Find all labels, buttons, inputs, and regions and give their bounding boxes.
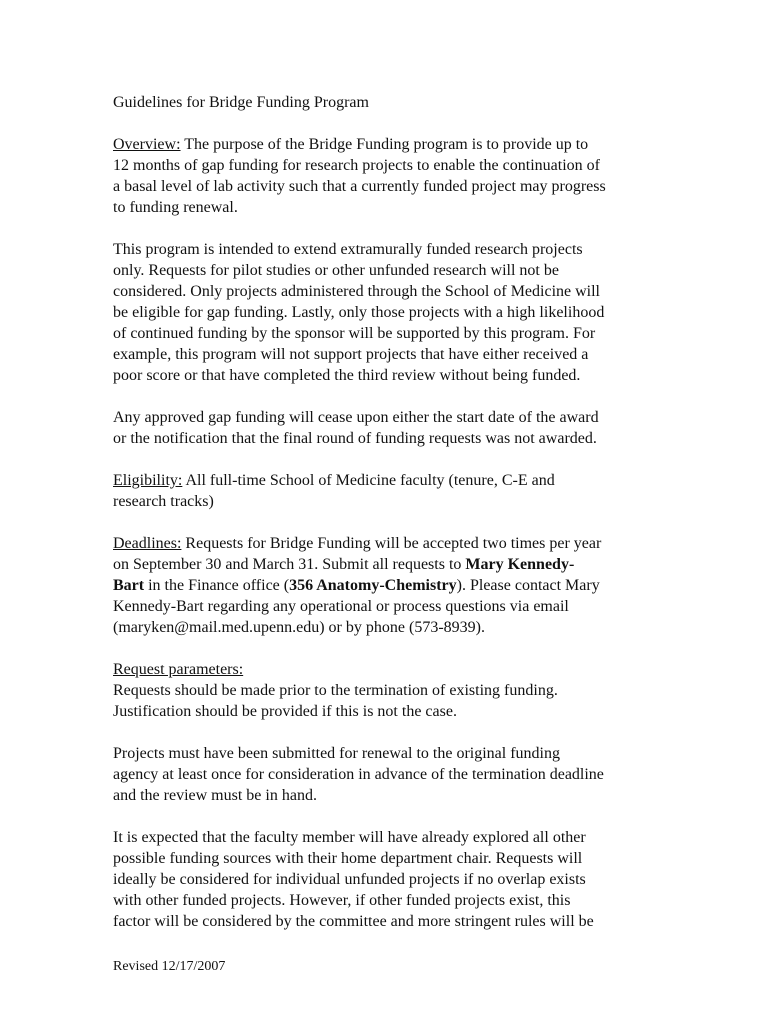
paragraph-line: or the notification that the final round of funding requests was not awarded. bbox=[113, 430, 597, 447]
deadlines-heading: Deadlines: bbox=[113, 535, 182, 552]
overview-line: to funding renewal. bbox=[113, 199, 238, 216]
paragraph-line: with other funded projects. However, if other funded projects exist, this bbox=[113, 892, 571, 909]
contact-name: Mary Kennedy- bbox=[465, 556, 575, 573]
request-parameters-section bbox=[113, 659, 661, 722]
eligibility-line: research tracks) bbox=[113, 493, 214, 510]
paragraph-line: agency at least once for consideration in advance of the termination deadline bbox=[113, 766, 604, 783]
deadlines-line: Kennedy-Bart regarding any operational or process questions via email bbox=[113, 598, 569, 615]
paragraph-line: only. Requests for pilot studies or other unfunded research will not be bbox=[113, 262, 559, 279]
overview-line: 12 months of gap funding for research projects to enable the continuation of bbox=[113, 157, 600, 174]
document-title: Guidelines for Bridge Funding Program bbox=[113, 94, 369, 111]
program-scope-paragraph bbox=[113, 239, 661, 386]
paragraph-line: Justification should be provided if this is not the case. bbox=[113, 703, 457, 720]
paragraph-line: possible funding sources with their home department chair. Requests will bbox=[113, 850, 583, 867]
eligibility-section bbox=[113, 470, 661, 512]
deadlines-line: Bart in the Finance office (356 Anatomy-Chemistry). Please contact Mary bbox=[113, 577, 600, 594]
paragraph-line: Projects must have been submitted for renewal to the original funding bbox=[113, 745, 560, 762]
deadlines-line: (maryken@mail.med.upenn.edu) or by phone (573-8939). bbox=[113, 619, 485, 636]
overview-line: a basal level of lab activity such that a currently funded project may progress bbox=[113, 178, 606, 195]
spacer bbox=[113, 638, 661, 659]
eligibility-heading: Eligibility: bbox=[113, 472, 183, 489]
office-location: 356 Anatomy-Chemistry bbox=[289, 577, 457, 594]
spacer bbox=[113, 722, 661, 743]
request-parameters-heading: Request parameters: bbox=[113, 661, 244, 678]
paragraph-line: poor score or that have completed the third review without being funded. bbox=[113, 367, 581, 384]
paragraph-line: of continued funding by the sponsor will be supported by this program. For bbox=[113, 325, 596, 342]
spacer bbox=[113, 113, 661, 134]
paragraph-line: and the review must be in hand. bbox=[113, 787, 317, 804]
paragraph-line: factor will be considered by the committee and more stringent rules will be bbox=[113, 913, 594, 930]
paragraph-line: Any approved gap funding will cease upon either the start date of the award bbox=[113, 409, 599, 426]
funding-cease-paragraph bbox=[113, 407, 661, 449]
deadlines-line: Deadlines: Requests for Bridge Funding will be accepted two times per year bbox=[113, 535, 602, 552]
deadlines-line: on September 30 and March 31. Submit all requests to Mary Kennedy- bbox=[113, 556, 575, 573]
spacer bbox=[113, 512, 661, 533]
paragraph-line: ideally be considered for individual unfunded projects if no overlap exists bbox=[113, 871, 586, 888]
spacer bbox=[113, 806, 661, 827]
other-funding-paragraph bbox=[113, 827, 661, 932]
paragraph-line: be eligible for gap funding. Lastly, only those projects with a high likelihood bbox=[113, 304, 605, 321]
request-heading-line bbox=[113, 659, 661, 680]
renewal-paragraph bbox=[113, 743, 661, 806]
paragraph-line: example, this program will not support projects that have either received a bbox=[113, 346, 589, 363]
spacer bbox=[113, 449, 661, 470]
eligibility-line: Eligibility: All full-time School of Medicine faculty (tenure, C-E and bbox=[113, 472, 555, 489]
contact-name: Bart bbox=[113, 577, 145, 594]
deadlines-section bbox=[113, 533, 661, 638]
spacer bbox=[113, 218, 661, 239]
document-body bbox=[113, 92, 661, 932]
paragraph-line: It is expected that the faculty member will have already explored all other bbox=[113, 829, 586, 846]
paragraph-line: This program is intended to extend extramurally funded research projects bbox=[113, 241, 583, 258]
paragraph-line: Requests should be made prior to the termination of existing funding. bbox=[113, 682, 558, 699]
spacer bbox=[113, 386, 661, 407]
overview-line: Overview: The purpose of the Bridge Funding program is to provide up to bbox=[113, 136, 589, 153]
paragraph-line: considered. Only projects administered through the School of Medicine will bbox=[113, 283, 600, 300]
overview-heading: Overview: bbox=[113, 136, 181, 153]
revision-footer: Revised 12/17/2007 bbox=[113, 959, 226, 974]
overview-section bbox=[113, 134, 661, 218]
